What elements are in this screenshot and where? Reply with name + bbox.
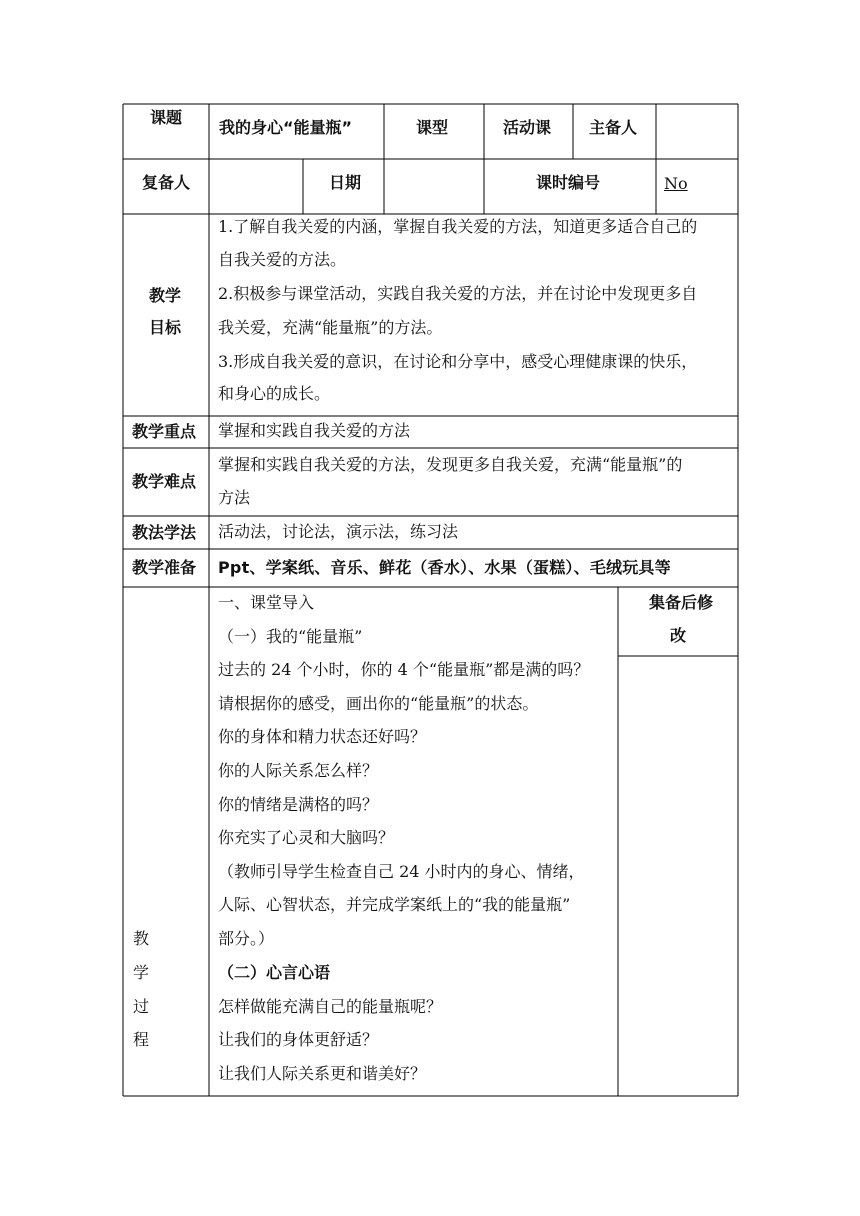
key-points-text: 掌握和实践自我关爱的方法 xyxy=(218,421,411,440)
topic-label: 课题 xyxy=(150,108,183,127)
objective-line: 2.积极参与课堂活动，实践自我关爱的方法，并在讨论中发现更多自 xyxy=(218,284,698,303)
process-line: （教师引导学生检查自己 24 小时内的身心、情绪， xyxy=(218,862,585,881)
process-label-char: 教 xyxy=(133,929,150,948)
revision-label-line1: 集备后修 xyxy=(649,593,714,612)
difficulties-label: 教学难点 xyxy=(132,472,197,491)
objective-line: 我关爱，充满“能量瓶”的方法。 xyxy=(218,318,443,337)
process-line: 人际、心智状态，并完成学案纸上的“我的能量瓶” xyxy=(218,895,571,914)
process-line: 你的身体和精力状态还好吗？ xyxy=(218,727,427,746)
process-line: 过去的 24 个小时，你的 4 个“能量瓶”都是满的吗？ xyxy=(218,660,590,679)
objectives-label-line2: 目标 xyxy=(149,318,182,337)
methods-text: 活动法，讨论法，演示法，练习法 xyxy=(218,522,459,541)
process-label-char: 程 xyxy=(133,1030,150,1049)
objective-line: 和身心的成长。 xyxy=(218,384,331,403)
process-line: 让我们人际关系更和谐美好？ xyxy=(218,1064,427,1083)
objective-line: 3.形成自我关爱的意识，在讨论和分享中，感受心理健康课的快乐， xyxy=(218,352,698,371)
process-label-char: 学 xyxy=(133,963,150,982)
preparation-text: Ppt、学案纸、音乐、鲜花（香水）、水果（蛋糕）、毛绒玩具等 xyxy=(218,558,671,577)
co-preparer-label: 复备人 xyxy=(142,173,191,192)
objective-line: 自我关爱的方法。 xyxy=(218,250,347,269)
process-line: 你充实了心灵和大脑吗？ xyxy=(218,828,395,847)
topic-value: 我的身心“能量瓶” xyxy=(219,118,353,137)
lesson-type-value: 活动课 xyxy=(503,118,552,137)
lesson-number-label: 课时编号 xyxy=(536,173,601,192)
key-points-label: 教学重点 xyxy=(132,422,197,441)
process-subheading: （二）心言心语 xyxy=(218,963,331,982)
preparation-label: 教学准备 xyxy=(132,558,197,577)
process-line: 让我们的身体更舒适？ xyxy=(218,1030,379,1049)
process-label-char: 过 xyxy=(133,997,150,1016)
date-label: 日期 xyxy=(329,173,362,192)
process-line: 部分。） xyxy=(218,929,275,948)
process-line: （一）我的“能量瓶” xyxy=(218,627,363,646)
objective-line: 1.了解自我关爱的内涵，掌握自我关爱的方法，知道更多适合自己的 xyxy=(218,217,698,236)
process-line: 你的人际关系怎么样？ xyxy=(218,761,379,780)
objectives-label-line1: 教学 xyxy=(149,286,182,305)
lesson-type-label: 课型 xyxy=(416,118,449,137)
process-line: 你的情绪是满格的吗？ xyxy=(218,795,379,814)
difficulties-line: 掌握和实践自我关爱的方法，发现更多自我关爱，充满“能量瓶”的 xyxy=(218,455,683,474)
preparer-label: 主备人 xyxy=(589,118,638,137)
revision-label-line2: 改 xyxy=(670,626,687,645)
lesson-number-value: No xyxy=(664,174,688,193)
process-line: 怎样做能充满自己的能量瓶呢？ xyxy=(218,997,443,1016)
process-line: 请根据你的感受，画出你的“能量瓶”的状态。 xyxy=(218,694,539,713)
difficulties-line: 方法 xyxy=(218,488,251,507)
process-line: 一、课堂导入 xyxy=(218,593,315,612)
methods-label: 教法学法 xyxy=(132,523,197,542)
